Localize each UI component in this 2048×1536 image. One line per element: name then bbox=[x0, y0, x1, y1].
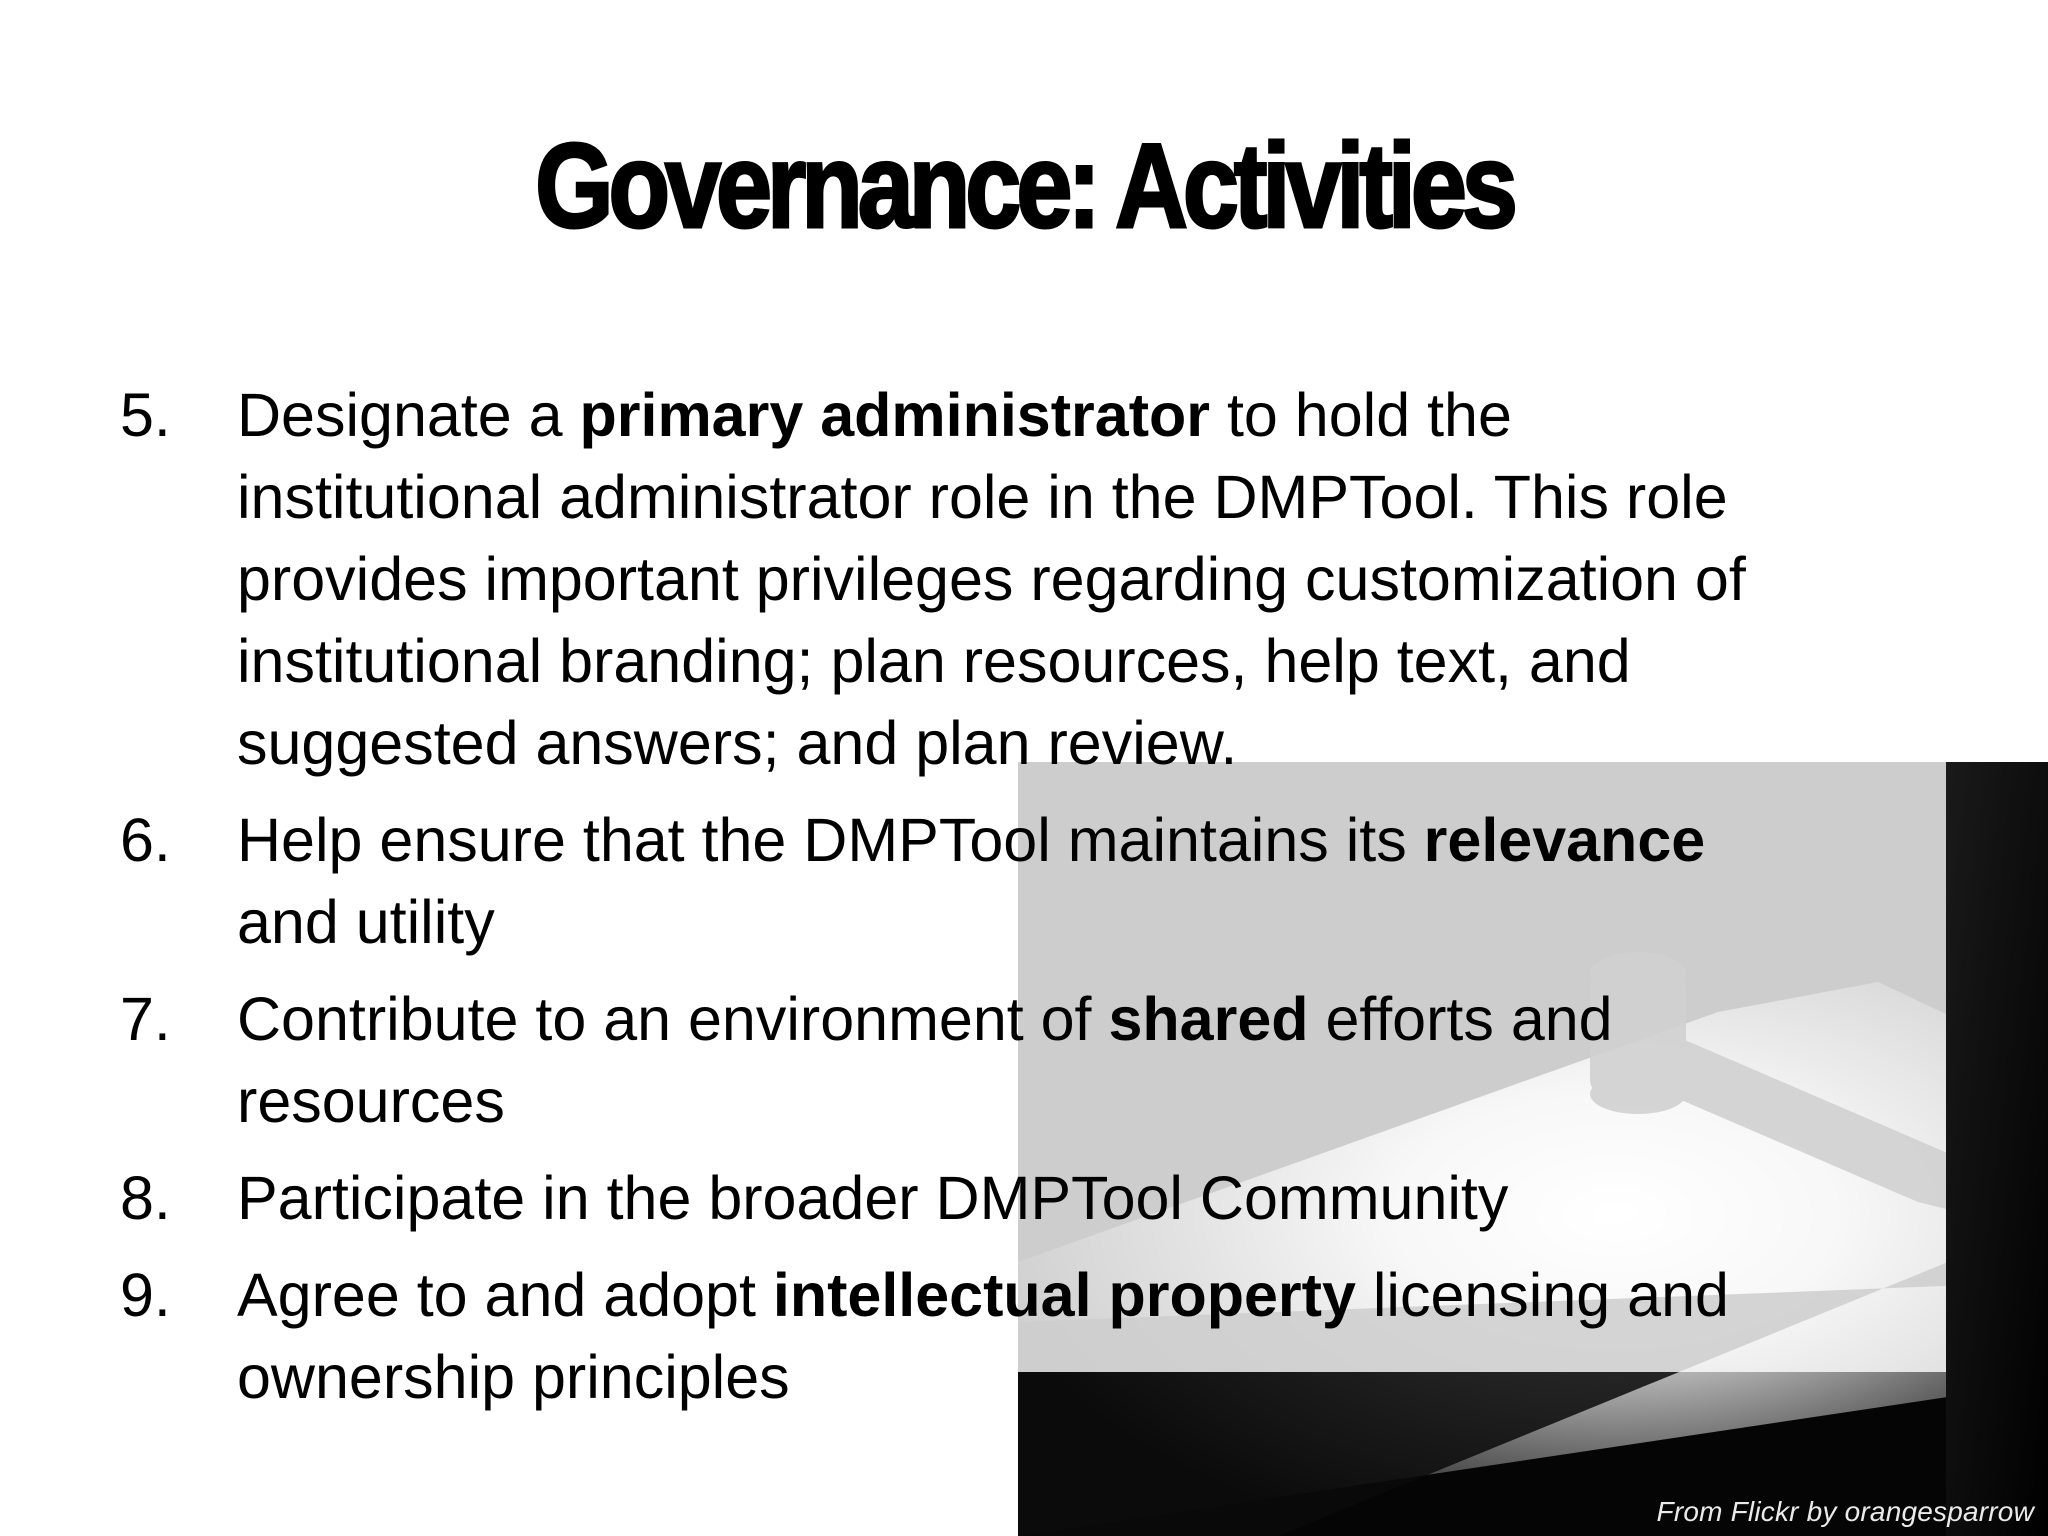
item-number: 8. bbox=[120, 1164, 171, 1232]
list-item bbox=[120, 1254, 1937, 1418]
item-text: Contribute to an environment of bbox=[237, 985, 1109, 1053]
item-number: 9. bbox=[120, 1261, 171, 1329]
item-number: 6. bbox=[120, 806, 171, 874]
item-text: Designate a bbox=[237, 381, 580, 449]
list-item bbox=[120, 1157, 1797, 1239]
item-text: to hold the institutional administrator role in the DMPTool. This role provides important privileges regarding customization of institutional branding; plan resources, help text, and suggested answers; and plan review. bbox=[237, 381, 1746, 777]
activities-list bbox=[120, 374, 1920, 1433]
item-text: Agree to and adopt bbox=[237, 1261, 773, 1329]
item-text: Participate in the broader DMPTool Community bbox=[237, 1164, 1509, 1232]
list-item bbox=[120, 978, 1757, 1142]
item-emphasis: intellectual property bbox=[772, 1261, 1356, 1329]
item-text: Help ensure that the DMPTool maintains its bbox=[237, 806, 1424, 874]
item-emphasis: shared bbox=[1108, 985, 1309, 1053]
item-emphasis: primary administrator bbox=[579, 381, 1211, 449]
item-text: and utility bbox=[237, 888, 495, 956]
item-text: efforts and resources bbox=[237, 985, 1613, 1135]
list-item bbox=[120, 799, 1797, 963]
slide-title: Governance: Activities bbox=[535, 119, 1513, 253]
item-emphasis: relevance bbox=[1423, 806, 1706, 874]
item-number: 7. bbox=[120, 985, 171, 1053]
item-number: 5. bbox=[120, 381, 171, 449]
list-item bbox=[120, 374, 1797, 784]
photo-credit: From Flickr by orangesparrow bbox=[1656, 1496, 2034, 1527]
item-text: licensing and ownership principles bbox=[237, 1261, 1729, 1411]
